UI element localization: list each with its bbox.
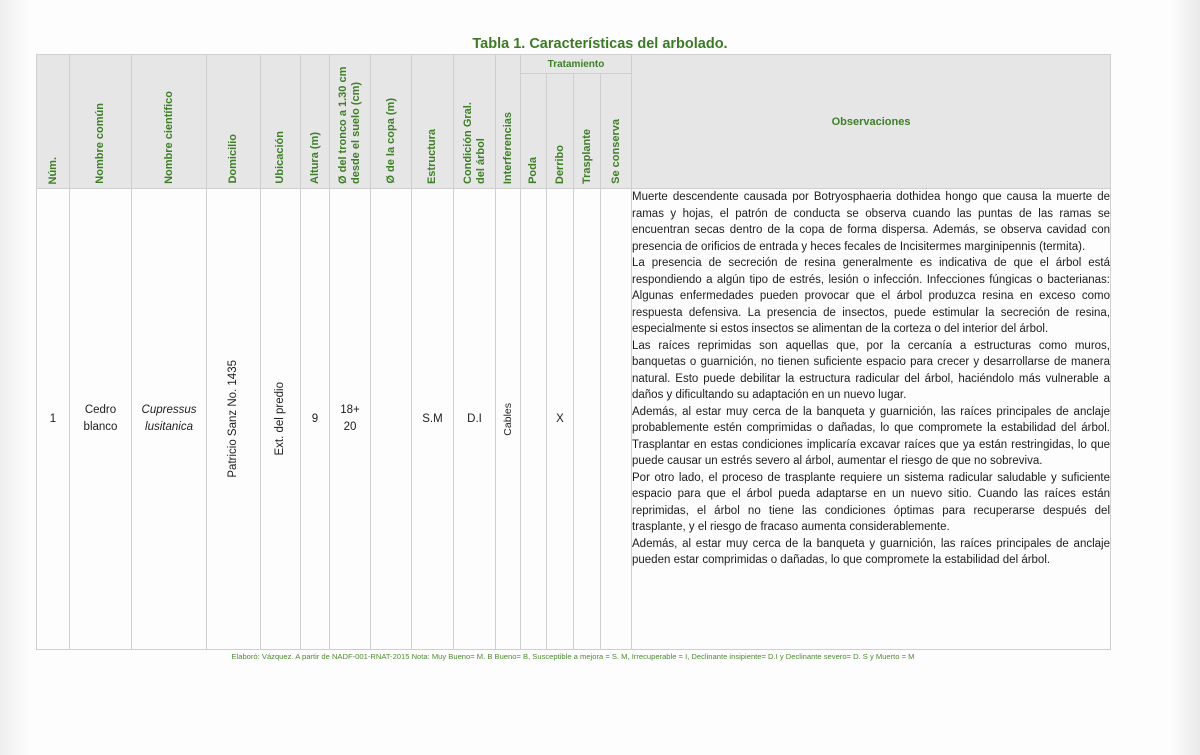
header-derribo: Derribo [547,74,574,189]
cell-observaciones [632,189,1111,650]
observacion-paragraph: Además, al estar muy cerca de la banqueta y guarnición, las raíces principales de anclaje probablemente estén comprimidas o dañadas, lo que compromete la estabilidad del árbol. Trasplantar en estas condiciones implicaría excavar raíces que ya están restringidas, lo que puede causar un estrés severo al árbol, aumentar el riesgo de que no sobreviva. [632,405,1110,467]
header-interferencias: Interferencias [496,55,521,189]
header-domicilio: Domicilio [207,55,261,189]
table-footnote: Elaboró: Vázquez. A partir de NADF-001-RNAT-2015 Nota: Muy Bueno= M. B Bueno= B, Susceptible a mejora = S. M, Irrecuperable = I, Declinante insipiente= D.I y Declinante severo= D. S y Muerto = M [231,652,915,661]
header-diametro-copa: Ø de la copa (m) [371,55,412,189]
cell-nombre-cientifico: Cupressus lusitanica [132,189,207,650]
cell-ubicacion: Ext. del predio [261,189,301,650]
cell-altura: 9 [301,189,330,650]
cell-condicion: D.I [454,189,496,650]
cell-poda [521,189,547,650]
cell-diametro-tronco: 18+ 20 [330,189,371,650]
observacion-paragraph: Por otro lado, el proceso de trasplante requiere un sistema radicular saludable y suficiente espacio para que el árbol pueda adaptarse en un nuevo sitio. Cuando las raíces están reprimidas, el árbol no tiene las condiciones óptimas para recuperarse después del trasplante, y el riesgo de fracaso aumenta considerablemente. [632,471,1110,533]
header-altura: Altura (m) [301,55,330,189]
table-title: Tabla 1. Características del arbolado. [472,36,728,52]
header-num: Núm. [37,55,70,189]
observacion-paragraph: Además, al estar muy cerca de la banqueta y guarnición, las raíces principales de anclaje pueden estar comprimidas o dañadas, lo que compromete la estabilidad del árbol. [632,537,1110,566]
cell-domicilio: Patricio Sanz No. 1435 [207,189,261,650]
header-nombre-comun: Nombre común [70,55,132,189]
header-trasplante: Trasplante [574,74,601,189]
tree-characteristics-table [36,54,1111,650]
header-diametro-tronco: Ø del tronco a 1.30 cm desde el suelo (cm) [330,55,371,189]
cell-derribo: X [547,189,574,650]
cell-interferencias: Cables [496,189,521,650]
header-estructura: Estructura [412,55,454,189]
cell-se-conserva [601,189,632,650]
header-nombre-cientifico: Nombre científico [132,55,207,189]
header-condicion: Condición Gral. del árbol [454,55,496,189]
header-observaciones: Observaciones [632,55,1111,189]
cell-num: 1 [37,189,70,650]
header-ubicacion: Ubicación [261,55,301,189]
observacion-paragraph: La presencia de secreción de resina generalmente es indicativa de que el árbol está respondiendo a algún tipo de estrés, lesión o infección. Infecciones fúngicas o bacterianas: Algunas enfermedades pueden provocar que el árbol produzca resina en exceso como respuesta defensiva. La presencia de insectos, puede estimular la secreción de resina, especialmente si estos insectos se alimentan de la corteza o del interior del árbol. [632,257,1110,335]
cell-estructura: S.M [412,189,454,650]
header-se-conserva: Se conserva [601,74,632,189]
observacion-paragraph: Muerte descendente causada por Botryosphaeria dothidea hongo que causa la muerte de ramas y hojas, el patrón de conducta se observa cuando las puntas de las ramas se encuentran secas dentro de la copa de forma dispersa. Además, se observa cavidad con presencia de orificios de entrada y heces fecales de Incisitermes marginipennis (termita). [632,191,1110,253]
cell-nombre-comun: Cedro blanco [70,189,132,650]
header-poda: Poda [521,74,547,189]
observacion-paragraph: Las raíces reprimidas son aquellas que, por la cercanía a estructuras como muros, banquetas o guarnición, no tienen suficiente espacio para crecer y desarrollarse de manera natural. Esto puede debilitar la estructura radicular del árbol, haciéndolo más vulnerable a daños y dificultando su adaptación en un nuevo lugar. [632,339,1110,401]
header-tratamiento: Tratamiento [521,55,632,74]
table-row [37,189,1111,650]
cell-diametro-copa [371,189,412,650]
cell-trasplante [574,189,601,650]
